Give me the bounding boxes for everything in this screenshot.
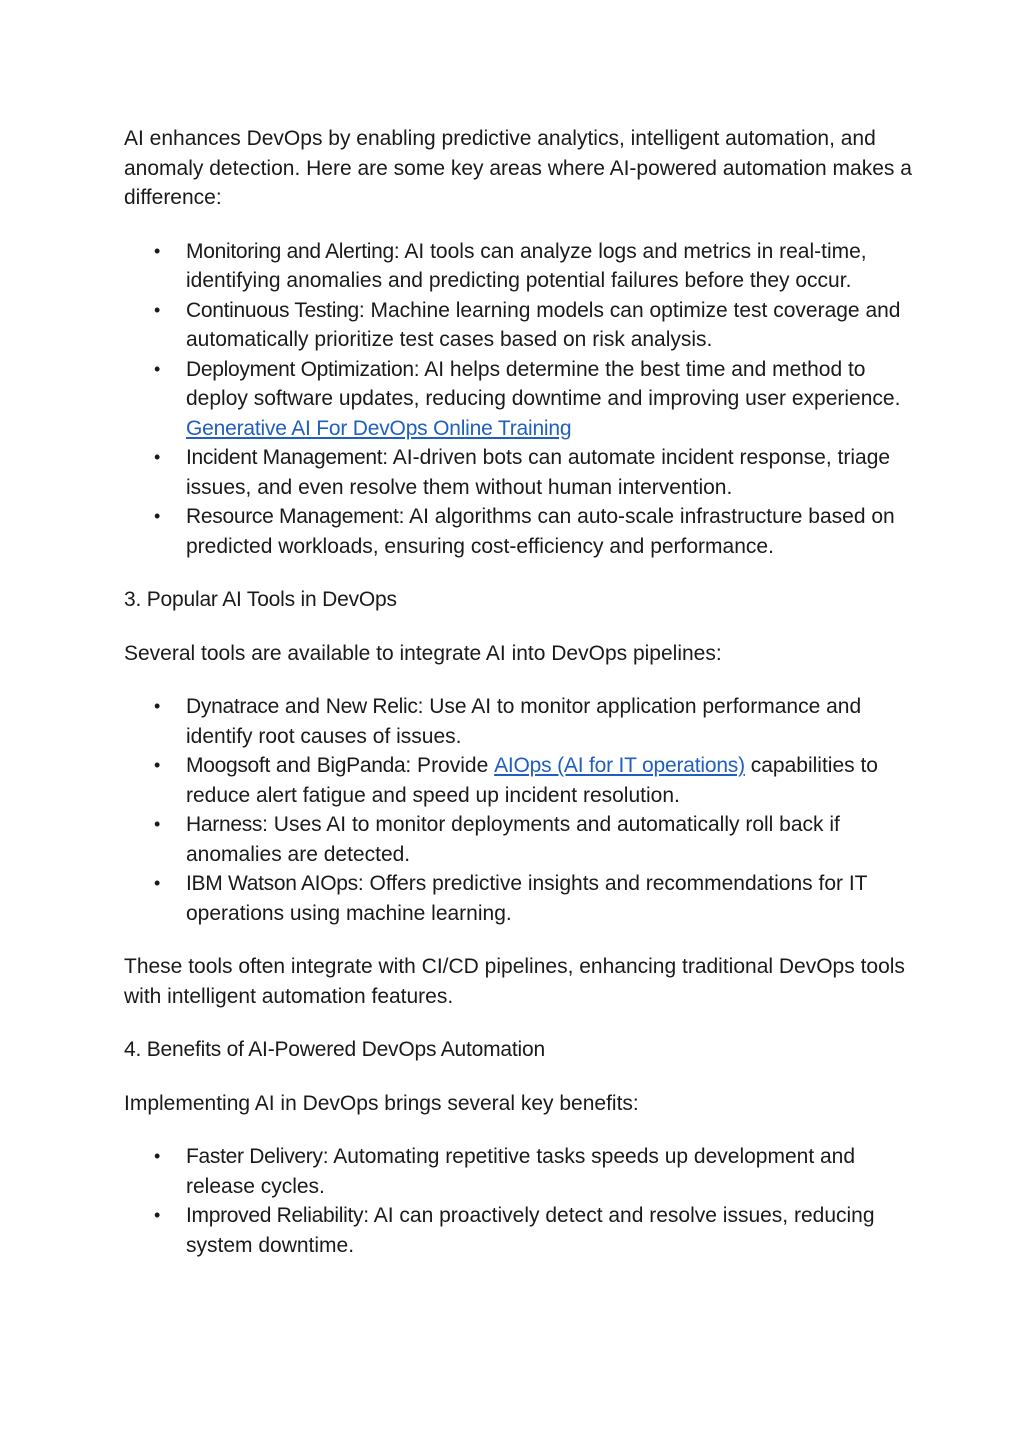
list-item xyxy=(154,1142,914,1201)
list-item xyxy=(154,869,914,928)
list-item-text: : AI tools can analyze logs and metrics in real-time, identifying anomalies and predicting potential failures before they occur. xyxy=(186,239,867,292)
tool-name: New Relic xyxy=(325,695,418,718)
ai-tools-list xyxy=(124,692,914,928)
bullet-icon: • xyxy=(154,447,161,467)
bullet-icon: • xyxy=(154,506,161,526)
list-item-term: Continuous Testing xyxy=(186,298,359,322)
list-item-text: : AI helps determine the best time and method to deploy software updates, reducing downtime and improving user experience. xyxy=(186,357,901,410)
list-item-term: Faster Delivery xyxy=(186,1145,323,1168)
training-link[interactable]: Generative AI For DevOps Online Training xyxy=(186,416,572,440)
list-item-text: : Automating repetitive tasks speeds up development and release cycles. xyxy=(186,1145,856,1198)
list-item-text: : Use AI to monitor application performance and identify root causes of issues. xyxy=(186,695,862,748)
document-page xyxy=(124,124,914,1284)
list-item xyxy=(154,692,914,751)
list-item xyxy=(154,443,914,502)
list-item-term: Improved Reliability xyxy=(186,1204,364,1227)
list-item-text: : AI can proactively detect and resolve issues, reducing system downtime. xyxy=(186,1204,875,1257)
tool-name: Moogsoft xyxy=(186,754,270,777)
conjunction: and xyxy=(269,754,317,777)
bullet-icon: • xyxy=(154,873,161,893)
list-item-term: Monitoring and Alerting xyxy=(186,239,394,263)
list-item xyxy=(154,1201,914,1260)
tool-name: IBM Watson AIOps xyxy=(186,872,358,895)
intro-paragraph: AI enhances DevOps by enabling predictive analytics, intelligent automation, and anomaly detection. Here are some key areas where AI-powered automation makes a difference: xyxy=(124,127,912,209)
section-3-intro: Several tools are available to integrate AI into DevOps pipelines: xyxy=(124,641,722,665)
ai-areas-list xyxy=(124,237,914,562)
bullet-icon: • xyxy=(154,358,161,379)
section-4-heading: 4. Benefits of AI-Powered DevOps Automation xyxy=(124,1038,545,1061)
list-item-text: capabilities to reduce alert fatigue and speed up incident resolution. xyxy=(186,754,878,807)
list-item-text: : Provide xyxy=(405,754,495,777)
tool-name: Dynatrace xyxy=(186,695,280,718)
list-item-term: Incident Management xyxy=(186,446,383,469)
list-item xyxy=(154,502,914,561)
section-3-heading: 3. Popular AI Tools in DevOps xyxy=(124,588,397,611)
list-item xyxy=(154,355,914,444)
benefits-list xyxy=(124,1142,914,1260)
list-item xyxy=(154,296,914,355)
list-item-text: : AI algorithms can auto-scale infrastructure based on predicted workloads, ensuring cost-efficiency and performance. xyxy=(186,505,895,558)
list-item-term: Resource Management xyxy=(186,505,399,528)
bullet-icon: • xyxy=(154,696,161,716)
bullet-icon: • xyxy=(154,755,161,775)
bullet-icon: • xyxy=(154,1205,161,1225)
list-item-text: : Uses AI to monitor deployments and automatically roll back if anomalies are detected. xyxy=(186,813,840,866)
list-item-term: Deployment Optimization xyxy=(186,357,414,381)
tool-name: Harness xyxy=(186,813,263,836)
bullet-icon: • xyxy=(154,1146,161,1166)
list-item xyxy=(154,810,914,869)
section-4-intro: Implementing AI in DevOps brings several key benefits: xyxy=(124,1091,639,1115)
bullet-icon: • xyxy=(154,299,161,320)
section-3-outro: These tools often integrate with CI/CD pipelines, enhancing traditional DevOps tools with intelligent automation features. xyxy=(124,955,905,1008)
tool-name: BigPanda xyxy=(316,754,406,777)
bullet-icon: • xyxy=(154,240,161,261)
list-item xyxy=(154,237,914,296)
aiops-link[interactable]: AIOps (AI for IT operations) xyxy=(494,754,745,777)
list-item xyxy=(154,751,914,810)
list-item-text: : Machine learning models can optimize test coverage and automatically prioritize test cases based on risk analysis. xyxy=(186,298,901,351)
list-item-text: : AI-driven bots can automate incident response, triage issues, and even resolve them without human intervention. xyxy=(186,446,891,499)
conjunction: and xyxy=(279,695,326,718)
bullet-icon: • xyxy=(154,814,161,834)
list-item-text: : Offers predictive insights and recommendations for IT operations using machine learning. xyxy=(186,872,868,925)
